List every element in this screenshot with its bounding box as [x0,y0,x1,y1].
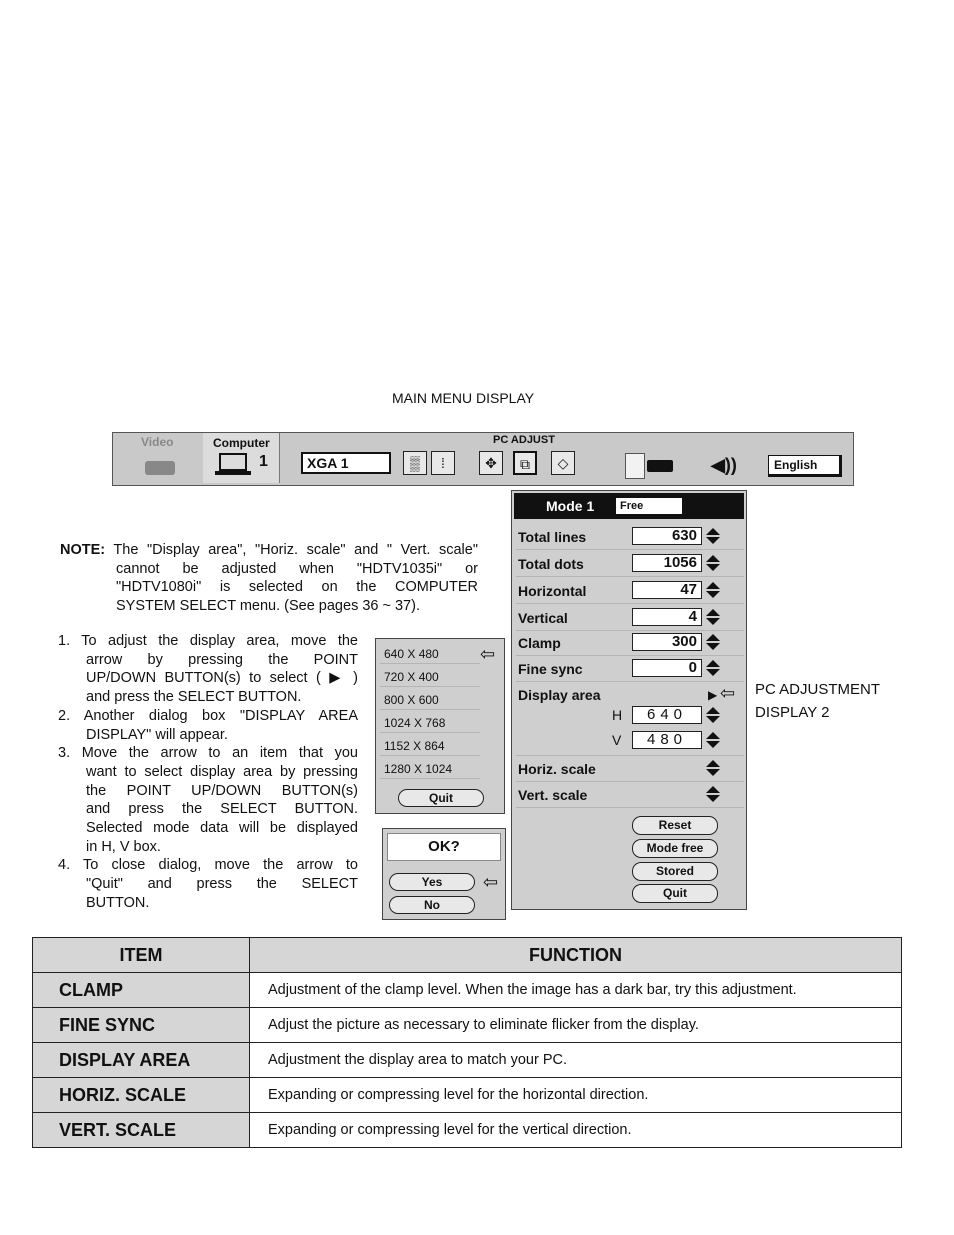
up-down-arrows-icon[interactable] [706,707,720,725]
row-display-area[interactable] [516,683,744,756]
total-dots-label: Total dots [518,556,584,572]
vertical-label: Vertical [518,610,568,626]
table-item: DISPLAY AREA [33,1043,250,1078]
clamp-label: Clamp [518,635,561,651]
mode-free-button[interactable]: Mode free [632,839,718,858]
screen-icon[interactable]: ◇ [551,451,575,475]
main-menu-bar [112,432,854,486]
fine-sync-value: 0 [632,659,702,677]
clamp-value: 300 [632,633,702,651]
step-line: 4. To close dialog, move the arrow to [58,857,358,874]
computer-monitor-icon [219,453,247,471]
position-icon[interactable]: ✥ [479,451,503,475]
pc-adjust-title: PC ADJUST [493,434,555,446]
row-clamp[interactable] [516,631,744,656]
table-item: VERT. SCALE [33,1113,250,1148]
table-item: CLAMP [33,973,250,1008]
screen-frame-icon[interactable] [625,453,645,479]
pointer-arrow-icon: ⇦ [483,872,499,892]
row-fine-sync[interactable] [516,657,744,682]
step-line: want to select display area by pressing [86,763,358,780]
table-function: Adjustment the display area to match your PC. [250,1043,902,1078]
table-function: Expanding or compressing level for the vertical direction. [250,1113,902,1148]
row-total-dots[interactable] [516,552,744,577]
row-horizontal[interactable] [516,579,744,604]
step-line: 3. Move the arrow to an item that you [58,745,358,762]
up-down-arrows-icon[interactable] [706,660,720,678]
table-row [33,1078,902,1113]
tab-computer-label: Computer [213,436,270,450]
step-line: 1. To adjust the display area, move the [58,633,358,649]
confirm-prompt: OK? [387,833,501,861]
pc-adjustment-caption-line2: DISPLAY 2 [755,704,830,721]
table-item: HORIZ. SCALE [33,1078,250,1113]
row-vertical[interactable] [516,606,744,631]
reset-button[interactable]: Reset [632,816,718,835]
language-button[interactable]: English [768,455,842,477]
note-block [60,541,478,615]
resolution-option[interactable]: 800 X 600 [380,690,480,710]
step-line: DISPLAY" will appear. [86,726,228,743]
vert-scale-label: Vert. scale [518,787,588,803]
table-row [33,1113,902,1148]
step-line: BUTTON. [86,894,150,911]
step-line: 2. Another dialog box "DISPLAY AREA [58,707,358,724]
h-label: H [612,707,623,723]
sound-icon[interactable]: ◀)) [711,455,737,475]
manual-pc-adjust-icon[interactable]: ⁞ [431,451,455,475]
table-function: Adjustment of the clamp level. When the image has a dark bar, try this adjustment. [250,973,902,1008]
horiz-scale-label: Horiz. scale [518,761,596,777]
input-number: 1 [259,453,268,470]
pc-adjust-panel [511,490,747,910]
note-line: SYSTEM SELECT menu. (See pages 36 ~ 37). [116,597,420,614]
step-line: "Quit" and press the SELECT [86,876,358,893]
projector-icon[interactable] [647,460,673,472]
pointer-arrow-icon: ⇦ [720,683,736,703]
stored-button[interactable]: Stored [632,862,718,881]
up-down-arrows-icon[interactable] [706,732,720,750]
up-down-arrows-icon[interactable] [706,555,720,573]
display-area-label: Display area [518,687,601,703]
table-function: Adjust the picture as necessary to eliminate flicker from the display. [250,1008,902,1043]
table-row [33,1008,902,1043]
up-down-arrows-icon[interactable] [706,609,720,627]
vcr-icon [145,461,175,475]
pc-adjustment-caption-line1: PC ADJUSTMENT [755,681,881,698]
instruction-steps [58,632,358,913]
pointer-arrow-icon: ⇦ [480,644,496,664]
note-label: NOTE: [60,542,106,558]
table-header-row [33,938,902,973]
step-line: Selected mode data will be displayed [86,820,358,837]
note-line: "HDTV1080i" is selected on the COMPUTER [116,579,478,595]
step-line: in H, V box. [86,838,161,855]
fine-sync-label: Fine sync [518,661,583,677]
pc-adjustment-caption [755,678,880,724]
quit-button[interactable]: Quit [632,884,718,903]
row-horiz-scale[interactable] [516,757,744,782]
yes-button[interactable]: Yes [389,873,475,891]
step-line: and press the SELECT BUTTON. [86,689,302,706]
total-lines-label: Total lines [518,529,587,545]
step-line: arrow by pressing the POINT [86,651,358,668]
row-vert-scale[interactable] [516,783,744,808]
resolution-option[interactable]: 1024 X 768 [380,713,480,733]
up-down-arrows-icon[interactable] [706,528,720,546]
tab-computer[interactable] [203,433,280,483]
up-down-arrows-icon[interactable] [706,760,720,778]
mode-header [514,493,744,519]
mode-value: Free [616,498,682,514]
v-label: V [612,732,622,748]
item-header: ITEM [33,938,250,973]
total-dots-value: 1056 [632,554,702,572]
confirm-dialog [382,828,506,920]
main-menu-caption: MAIN MENU DISPLAY [392,390,535,406]
up-down-arrows-icon[interactable] [706,786,720,804]
display-area-dialog [375,638,505,814]
horizontal-value: 47 [632,581,702,599]
note-line [60,541,478,560]
tab-video[interactable]: Video [141,435,174,449]
note-text: The "Display area", "Horiz. scale" and " Vert. scale" [105,542,478,558]
table-item: FINE SYNC [33,1008,250,1043]
table-function: Expanding or compressing level for the horizontal direction. [250,1078,902,1113]
row-total-lines[interactable] [516,525,744,550]
resolution-option[interactable]: 640 X 480 [380,644,480,664]
dialog-quit-button[interactable]: Quit [398,789,484,807]
computer-monitor-base [215,471,251,475]
up-down-arrows-icon[interactable] [706,634,720,652]
v-value: 480 [632,731,702,749]
mode-label: Mode 1 [546,498,595,514]
system-field[interactable]: XGA 1 [301,452,391,474]
select-triangle-icon: ▶ [708,688,718,702]
step-line: and press the SELECT BUTTON. [86,801,358,818]
resolution-option[interactable]: 1280 X 1024 [380,759,480,779]
note-line: cannot be adjusted when "HDTV1035i" or [116,560,478,577]
h-value: 640 [632,706,702,724]
function-table [32,937,902,1148]
resolution-option[interactable]: 720 X 400 [380,667,480,687]
vertical-value: 4 [632,608,702,626]
function-header: FUNCTION [250,938,902,973]
total-lines-value: 630 [632,527,702,545]
horizontal-label: Horizontal [518,583,587,599]
table-row [33,973,902,1008]
image-select-icon[interactable]: ⧉ [513,451,537,475]
no-button[interactable]: No [389,896,475,914]
step-line: the POINT UP/DOWN BUTTON(s) [86,782,358,799]
up-down-arrows-icon[interactable] [706,582,720,600]
step-line: UP/DOWN BUTTON(s) to select ( ▶ ) [86,670,358,687]
resolution-option[interactable]: 1152 X 864 [380,736,480,756]
table-row [33,1043,902,1078]
auto-pc-adjust-icon[interactable]: ▒ [403,451,427,475]
